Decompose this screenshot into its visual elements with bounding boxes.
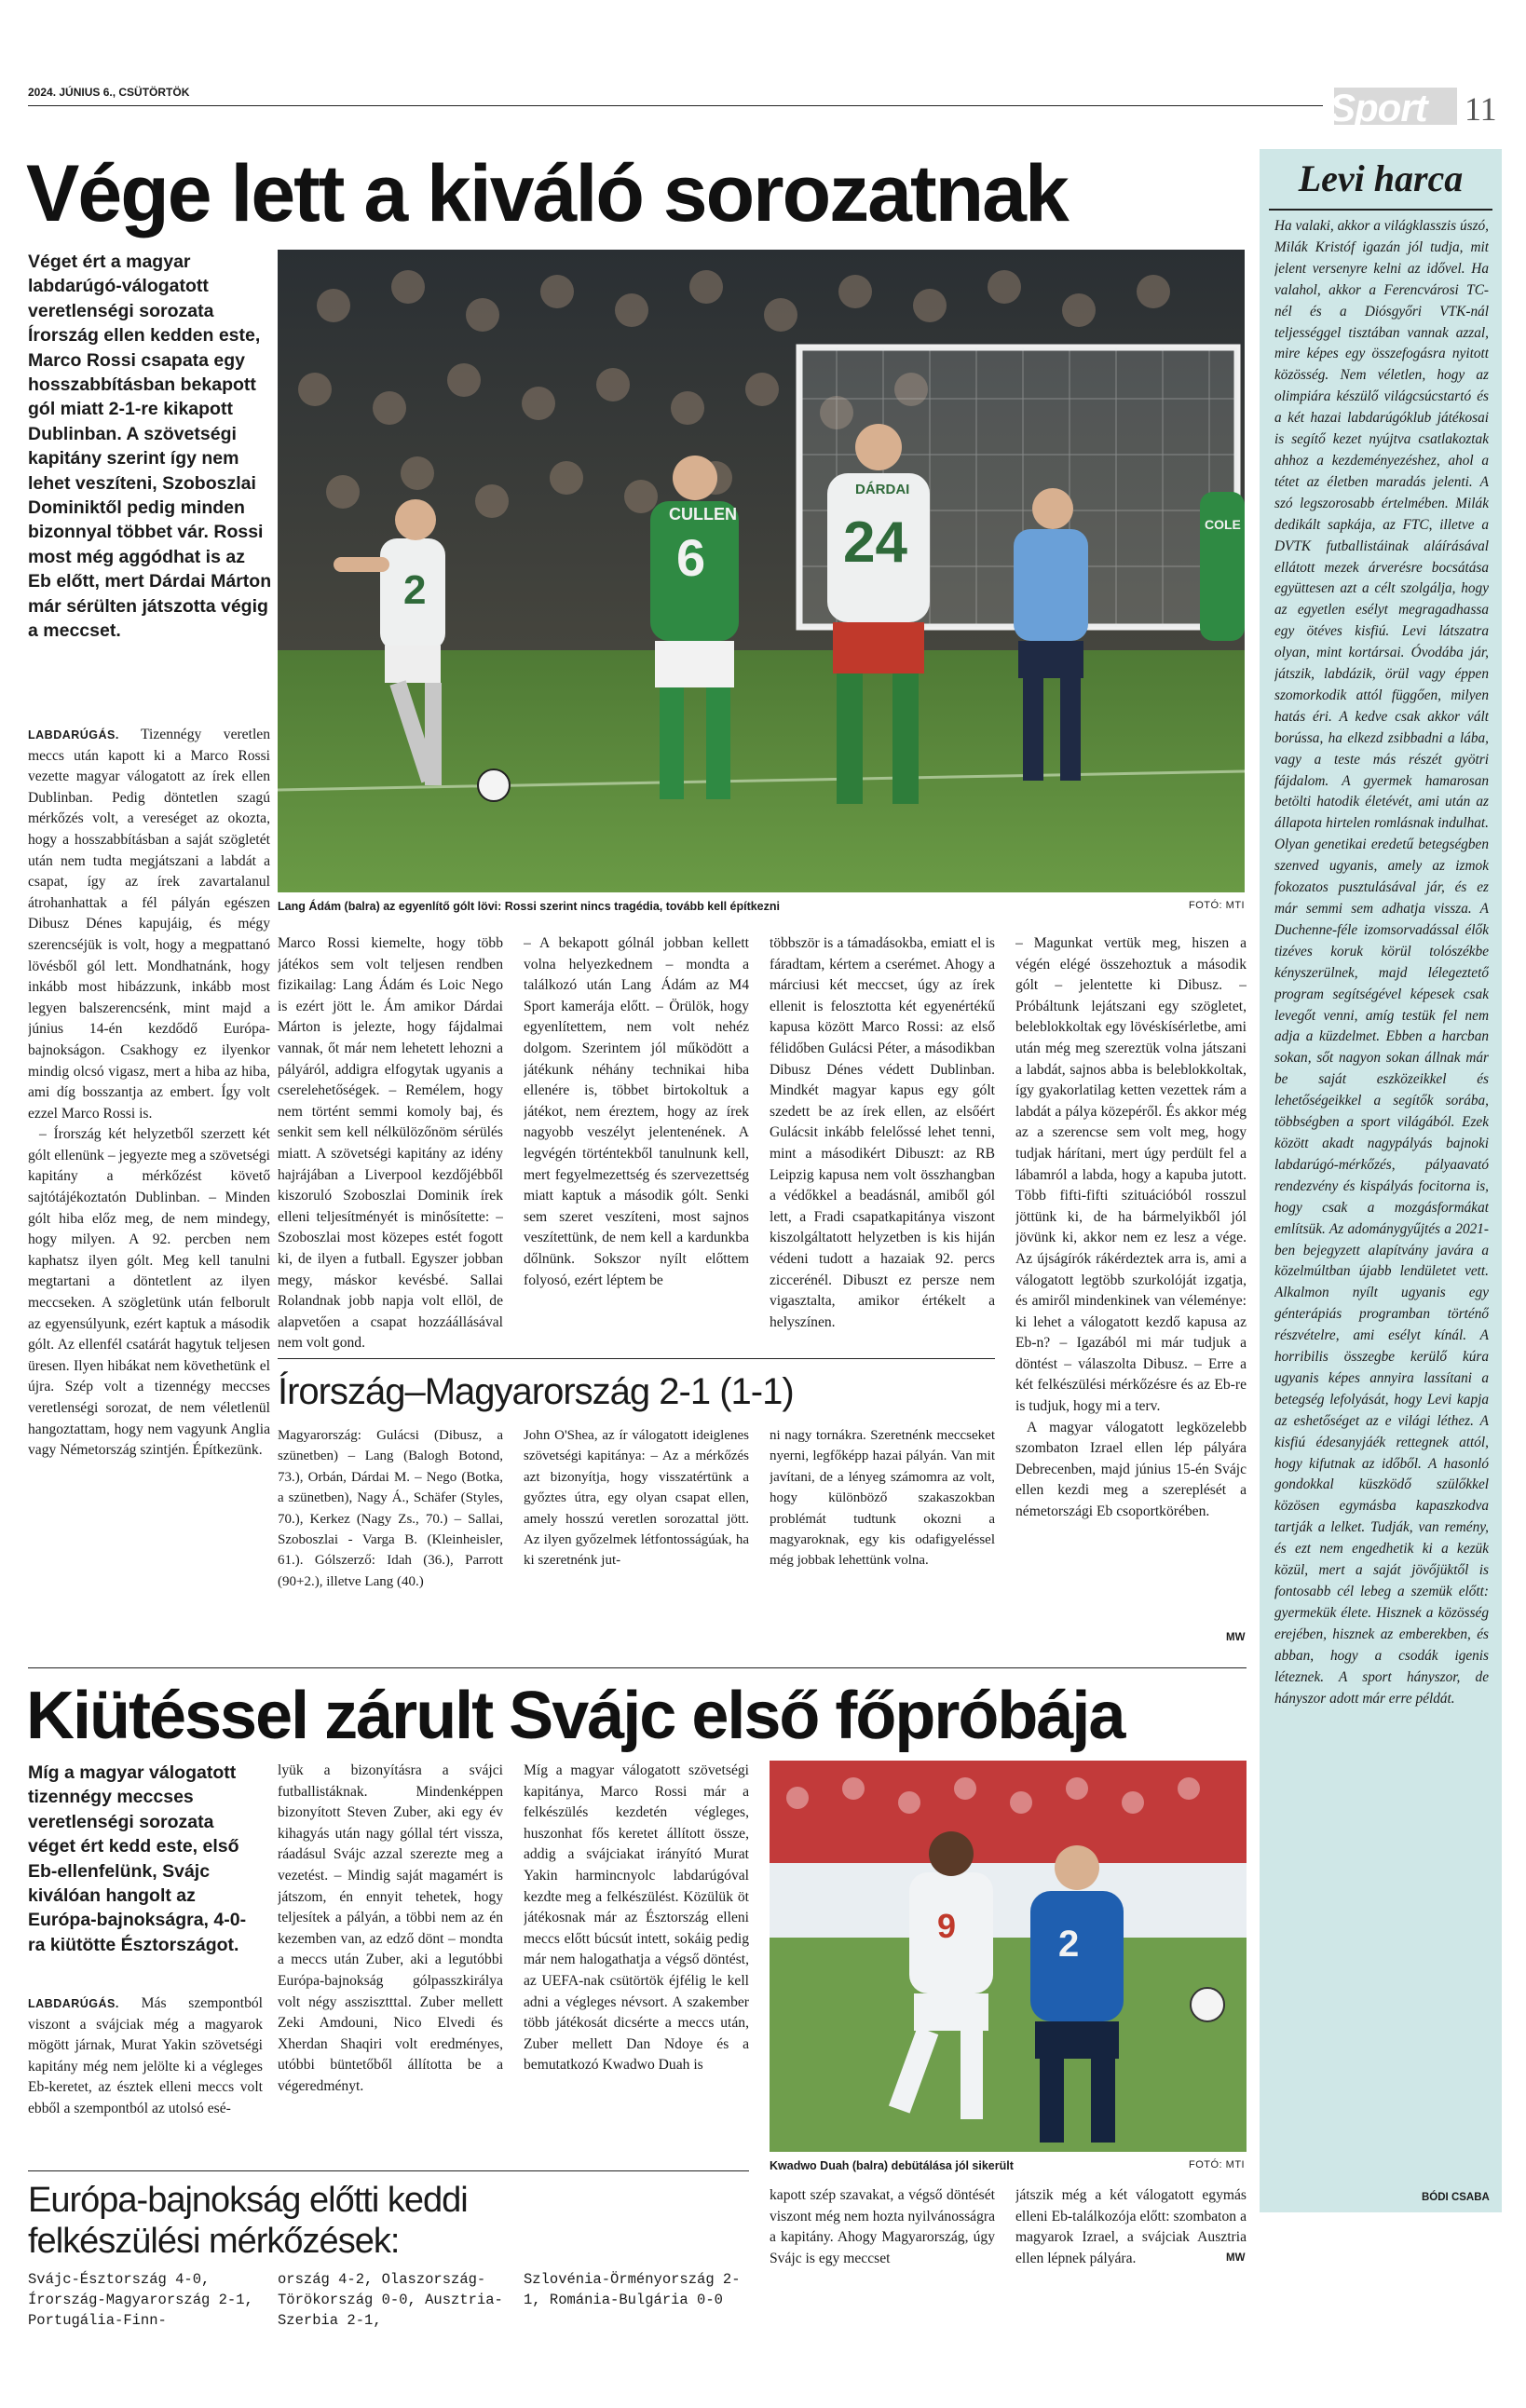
sidebar-title: Levi harca bbox=[1298, 157, 1464, 199]
article1-signature: MW bbox=[1226, 1632, 1246, 1643]
match-box-column-2 bbox=[524, 1425, 749, 1649]
match-box-lineup: Magyarország: Gulácsi (Dibusz, a szünetben) – Lang (Balogh Botond, 73.), Orbán, Dárdai M. – Nego (Botka, a szünetben), Nagy Á., Schäfer (Styles, 70.), Kerkez (Nagy Zs., 70.) – Sallai, Szoboszlai - Varga B. (Kleinheisler, 61.). Gólszerző: Idah (36.), Parrott (90+2.), illetve Lang (40.) bbox=[278, 1428, 503, 1589]
article2-col5-text: játszik még a két válogatott egymás elleni Eb-találkozója előtt: szombaton a magyarok Izrael, a svájciak Ausztria ellen lépnek pályára. bbox=[1015, 2187, 1247, 2266]
article2-photo-credit: FOTÓ: MTI bbox=[1189, 2159, 1246, 2170]
match-box-title: Írország–Magyarország 2-1 (1-1) bbox=[278, 1371, 794, 1412]
sidebar-text: Ha valaki, akkor a világklasszis úszó, Milák Kristóf igazán jól tudja, mit jelent versenyre kelni az idővel. Ha valahol, akkor a Ferencvárosi TC-nél és a Diósgyőri VTK-nál teljességgel tisztában vannak azzal, mire képes egy összefogásra nyitott közösség. Nem véletlen, hogy az olimpiára készülő világcsúcstartó és a két hazai labdarúgóklub játékosai is segítő kezet nyújtva csatlakoztak ahhoz a kezdeményezéshez, ahol a tétet az életben maradás jelenti. A szó legszorosabb értelmében. Milák dedikált sapkája, az FTC, illetve a DVTK futballistáinak aláírásával ellátott mezek árverésre bocsátása együttesen azt a célt szolgálja, hogy az egyetlen esélyt megragadhassa egy ötéves kisfiú. Levi látszatra olyan, mint kortársai. Óvodába jár, játszik, labdázik, örül vagy éppen szomorkodik attól függően, milyen hatás éri. A kedve csak akkor vált borússa, ha elkezd zsibbadni a lába, vagy a teste más részét gyötri fájdalom. A gyermek hamarosan betölti hatodik életévét, ami után az állapota hirtelen romlásnak indulhat. Olyan genetikai eredetű betegségben szenved ugyanis, amely az izmok fokozatos pusztulásával jár, és ez már semmi sem adhatja vissza. A Duchenne-féle izomsorvadással élők tizéves koruk körül tolószékbe kényszerülnek, majd lélegeztető program segítségével képesek csak levegőt venni, amíg testük fel nem adja a küzdelmet. Ebben a harcban sokan, sőt nagyon sokan állnak már be saját eszközeikkel és lehetőségeikkel a segítők sorába, többségben a sport világából. Ezek között akadt nagypályás bajnoki labdarúgó-mérkőzés, pályaavató rendezvény és kispályás focitorna is, hogy csak a mozgásformákat említsük. Az adománygyűjtés a 2021-ben bejegyzett alapítvány javára a közelmúltban újabb lendületet vett. Alkalmon nyílt ugyanis egy génterápiás programban történő részvételre, ami esélyt kínál. A horribilis összegbe kerülő kúra ugyanis képes annyira lassítani a betegség lefolyását, hogy Levi kapja az eshetőséget az e világi léthez. A kisfiú édesanyjáék rettegnek attól, hogy kifutnak az időből. A hasonló gondokkal küszködő szülőkkel közösen egymásba kapaszkodva tartják a lelket. Tudják, van remény, és ezt nem engedhetik ki a kezük közül, mert a saját jövőjüktől is fontosabb cél lebeg a szemük előtt: gyermekük élete. Hisznek a közösség erejében, hisznek az emberekben, és abban, hogy a csodák igenis léteznek. A sport hányszor, de hányszor adott már erre példát. bbox=[1274, 218, 1489, 1707]
article2-photo-caption: Kwadwo Duah (balra) debütálása jól sikerült bbox=[770, 2159, 1014, 2172]
article1-col3-text: – A bekapott gólnál jobban kellett volna helyezkednem – mondta a találkozó után Lang Ádám az M4 Sport kamerája előtt. – Örülök, hogy egyenlítettem, nem volt nehéz dolgom. Szerintem jól működött a játékunk néhány technikai hiba ellenére is, többet birtokoltuk a játékot, nem éreztem, hogy az írek nagyobb veszélyt jelentenének. A legvégén történtekből tanulnunk kell, mert fegyelmezettség és szervezettség miatt kaptuk a második gólt. Senki sem szeret veszíteni, most sajnos veszítettünk, de nem kell a kardunkba dőlnünk. Sokszor nyílt előttem folyosó, ezért léptem be bbox=[524, 935, 749, 1288]
sidebar-text-column bbox=[1274, 216, 1489, 2189]
article2-signature: MW bbox=[1226, 2252, 1246, 2264]
article2-column-3 bbox=[524, 1761, 749, 2161]
article2-column-1 bbox=[28, 1993, 263, 2152]
match-box-quote-2: ni nagy tornákra. Szeretnénk meccseket nyerni, legfőképp hazai pályán. Van mit javítani, de a lényeg számomra az volt, hogy különböző szakaszokban problémát tudtunk okozni a magyaroknak, egy kis odafigyeléssel még jobbak lehettünk volna. bbox=[770, 1428, 995, 1569]
article1-col5-p2: A magyar válogatott legközelebb szombaton Izrael ellen lép pályára Debrecenben, majd június 15-én Svájc ellen kezdi meg a szereplését a németországi Eb csoportkörében. bbox=[1015, 1419, 1247, 1520]
article1-headline: Vége lett a kiváló sorozatnak bbox=[26, 149, 1068, 238]
article2-top-rule bbox=[28, 1667, 1247, 1668]
article2-kicker: LABDARÚGÁS. bbox=[28, 1997, 119, 2010]
results-top-rule bbox=[28, 2170, 749, 2171]
article2-col4-text: kapott szép szavakat, a végső döntését viszont még nem hozta nyilvánosságra a kapitány. Ahogy Magyarország, úgy Svájc is egy meccset bbox=[770, 2187, 995, 2266]
article1-photo bbox=[278, 250, 1245, 892]
article2-col2-text: lyük a bizonyításra a svájci futballistáknak. Mindenképpen bizonyított Steven Zuber, aki egy év kihagyás után nagy góllal tért vissza, ráadásul Svájc azzal szerezte meg a vezetést. – Mindig saját magamért is játszom, én ennyit tehetek, hogy teljesítek a pályán, a többi nem az én kezemben van, az edző dönt – mondta a meccs után Zuber, aki a legutóbbi Európa-bajnokság gólpasszkirálya volt négy asszisztttal. Zuber mellett Zeki Amdouni, Nico Elvedi és Xherdan Shaqiri volt eredményes, utóbbi büntetőből állította be a végeredményt. bbox=[278, 1762, 503, 2094]
article1-column-5 bbox=[1015, 933, 1247, 1641]
results-column-3: Szlovénia-Örményország 2-1, Románia-Bulgária 0-0 bbox=[524, 2271, 741, 2308]
player-name-a: DÁRDAI bbox=[855, 482, 910, 497]
article1-photo-svg bbox=[278, 250, 1245, 892]
player-name-b: CULLEN bbox=[669, 505, 737, 524]
match-box-column-1 bbox=[278, 1425, 503, 1649]
player-number-b: 6 bbox=[676, 528, 706, 587]
article1-col1-p2: – Írország két helyzetből szerzett két gólt ellenünk – jegyezte meg a szövetségi kapitány a mérkőzést követő sajtótájékoztatón Dublinban. – Minden gólt hiba előz meg, de nem mindegy, hogy milyen. A 92. percben nem kaphatsz ilyen gólt. Meg kell tanulni megtartani a döntetlent az ilyen meccseken. A szögletünk után felborult az egyensúlyunk, ezért kaptuk a második gólt. Az ellenfél csatárát hagytuk teljesen üresen. Ilyen hibákat nem követhetünk el újra. Szép volt a tizennégy meccses veretlenségi sorozat, de nem véletlenül hangoztattam, hogy nem vagyunk Anglia vagy Németország szintjén. Építkezünk. bbox=[28, 1126, 270, 1459]
results-title: Európa-bajnokság előtti keddi felkészülési mérkőzések: bbox=[28, 2181, 468, 2261]
results-column-2: ország 4-2, Olaszország-Törökország 0-0, Ausztria-Szerbia 2-1, bbox=[278, 2271, 503, 2329]
article1-photo-credit: FOTÓ: MTI bbox=[1189, 900, 1246, 911]
article1-column-1 bbox=[28, 725, 270, 1656]
results-column-1: Svájc-Észtország 4-0, Írország-Magyarország 2-1, Portugália-Finn- bbox=[28, 2271, 253, 2329]
issue-date: 2024. JÚNIUS 6., CSÜTÖRTÖK bbox=[28, 86, 190, 99]
player-fragment-label: COLE bbox=[1205, 517, 1241, 532]
article2-photo bbox=[770, 1761, 1247, 2152]
article1-col2-text: Marco Rossi kiemelte, hogy több játékos sem volt teljesen rendben fizikailag: Lang Ádám és Loic Nego is ezért jött le. Ám amikor Dárdai Márton is jelezte, hogy fájdalmai vannak, őt már nem lehetett lehozni a pályáról, addigra elfogytak ugyanis a cserelehetőségek. – Remélem, hogy nem történt semmi komoly baj, és senkit sem kell nélkülözőnöm sérülés miatt. A szövetségi kapitány az idény hajrájában a Liverpool kezdőjébből kiszoruló Szoboszlai Dominik írek elleni teljesítményét is minősítette: – Szoboszlai most közepes estét fogott ki, de ilyen a futball. Egyszer jobban megy, máskor kevésbé. Sallai Rolandnak jobb napja volt ellöl, de alapvetően a csapat hozzáállásával nem volt gond. bbox=[278, 935, 503, 1352]
page-number: 11 bbox=[1465, 90, 1497, 128]
article1-photo-caption: Lang Ádám (balra) az egyenlítő gólt lövi: Rossi szerint nincs tragédia, tovább kell építkezni bbox=[278, 900, 780, 913]
article2-headline: Kiütéssel zárult Svájc első főpróbája bbox=[26, 1679, 1124, 1753]
ball bbox=[478, 769, 510, 801]
article2-col1-text: Más szempontból viszont a svájciak még a magyarok mögött járnak, Murat Yakin szövetségi kapitány még nem jelölte ki a végleges Eb-keretet, az észtek elleni meccs volt ebből a szempontból az utolsó esé- bbox=[28, 1995, 263, 2116]
article1-kicker: LABDARÚGÁS. bbox=[28, 728, 119, 741]
player-number-estonia: 2 bbox=[1058, 1924, 1080, 1965]
article2-column-2 bbox=[278, 1761, 503, 2161]
sidebar-title-rule bbox=[1269, 209, 1492, 211]
section-name: Sport bbox=[1329, 86, 1427, 129]
box-top-rule bbox=[278, 1358, 995, 1359]
match-box-quote-1: John O'Shea, az ír válogatott ideiglenes szövetségi kapitánya: – Az a mérkőzés azt bizonyítja, hogy visszatértünk a győztes útra, egy olyan csapat ellen, amely hosszú veretlen sorozattal jött. Az ilyen győzelmek létfontosságúak, ha ki szeretnénk jut- bbox=[524, 1428, 749, 1569]
article2-photo-svg bbox=[770, 1761, 1247, 2152]
header-rule bbox=[28, 105, 1323, 106]
player-number-swiss: 9 bbox=[937, 1907, 957, 1945]
ball-2 bbox=[1191, 1988, 1224, 2021]
article1-column-4 bbox=[770, 933, 995, 1354]
match-box-column-3 bbox=[770, 1425, 995, 1649]
article2-col3-text: Míg a magyar válogatott szövetségi kapitánya, Marco Rossi már a felkészülés kezdetén végleges, huszonhat fős keretet állított össze, addig a svájciakat irányító Murat Yakin harmincnyolc labdarúgóval kezdte meg a felkészülést. Közülük öt játékosnak már az Észtország elleni meccs előtt búcsút intett, sokáig pedig már nem halogathatja a végső döntést, az UEFA-nak csütörtök éjfélig le kell adni a végleges névsort. A szakember több játékosát dicsérte a meccs után, Zuber mellett Dan Ndoye és a bemutatkozó Kwadwo Duah is bbox=[524, 1762, 749, 2074]
player-number-c: 24 bbox=[843, 510, 907, 575]
article1-column-3 bbox=[524, 933, 749, 1354]
article1-col4-text: többször is a támadásokba, emiatt el is fáradtam, kértem a cserémet. Ahogy a márciusi két meccset, úgy az írek ellenit is felosztotta két egyenértékű kapusa között Marco Rossi: az első félidőben Gulácsi Péter, a másodikban Dibusz Dénes védett Dublinban. Mindkét magyar kapus egy gólt szedett be az írek ellen, az elsőért Gulácsit inkább felelőssé lehet tenni, mint a másodikért Dibuszt: az RB Leipzig kapusa nem volt összhangban a védőkkel a beadásnál, amiből gól lett, a Fradi csapatkapitánya viszont kiszolgáltatott helyzetben is kis hiján védeni tudott a hazaiak 92. percs ziccerénél. Dibuszt ez persze nem vigasztalta, amikor értékelt a helyszínen. bbox=[770, 935, 995, 1330]
article2-lead: Míg a magyar válogatott tizennégy meccses veretlenségi sorozata véget ért kedd este, első Eb-ellenfelünk, Svájc kiválóan hangolt az Európa-bajnokságra, 4-0-ra kiütötte Észtországot. bbox=[28, 1762, 247, 1955]
article2-column-5 bbox=[1015, 2185, 1247, 2269]
sidebar-author: BÓDI CSABA bbox=[1422, 2192, 1490, 2203]
article2-column-4 bbox=[770, 2185, 995, 2269]
article1-col5-p1: – Magunkat vertük meg, hiszen a végén elégé összehoztuk a második gólt – jelentette ki Dibusz. – Próbáltunk lejátszani egy szögletet, beleblokkoltak egy lövéskísérletbe, ami után még meg szereztük volna játszani a labdát, sajnos abba is beleblokkoltak, így gyakorlatilag ketten vezettek rám a labdát a pálya közepéről. És akkor még az a szerencse sem volt meg, hogy tudjak hárítani, mert úgy perdült fel a lábamról a labda, hogy a kapuba jutott. Több fifti-fifti szituációból rosszul jöttünk ki, de ha bármelyikből jól jövünk ki, akkor nem ez lesz a vége. Az újságírók rákérdeztek arra is, ami a válogatott legtöbb szurkolóját izgatja, és amiről mindenkinek van véleménye: ki lehet a válogatott kezdő kapusa az Eb-n? – Igazából mi már tudjuk a döntést – válaszolta Dibusz. – Erre a két felkészülési mérkőzésre és az Eb-re is tudjuk, hogy mi a terv. bbox=[1015, 935, 1247, 1415]
article1-lead: Véget ért a magyar labdarúgó-válogatott veretlenségi sorozata Írország ellen kedden este, Marco Rossi csapata egy hosszabbításban bekapott gól miatt 2-1-re kikapott Dublinban. A szövetségi kapitány szerint így nem lehet veszíteni, Szoboszlai Dominiktől pedig minden bizonnyal többet vár. Rossi most még aggódhat is az Eb előtt, mert Dárdai Márton már sérülten játszotta végig a meccset. bbox=[28, 252, 272, 642]
article1-col1-p1: Tizennégy veretlen meccs után kapott ki a Marco Rossi vezette magyar válogatott az írek ellen Dublinban. Pedig döntetlen szagú mérkőzés volt, a vereséget az okozta, hogy a hosszabbításban a saját szögletét után nem tudta megjátszani a labdát a csapat, így az írek zavartalanul átrohanhattak a fél pályán egészen Dibusz Dénes kapujáig, és mégy szerencséjük is volt, hogy a megpattanó lövésből gól lett. Mondhatnánk, hogy inkább most hibázzunk, inkább most legyen balszerencsénk, mint majd a június 14-én kezdődő Európa-bajnokságon. Csakhogy ez ilyenkor mindig olcsó vigasz, mert a hiba az hiba, ami díg bosszantja az embert. Így volt ezzel Marco Rossi is. bbox=[28, 727, 270, 1122]
article1-column-2 bbox=[278, 933, 503, 1354]
player-number-a: 2 bbox=[403, 567, 427, 613]
